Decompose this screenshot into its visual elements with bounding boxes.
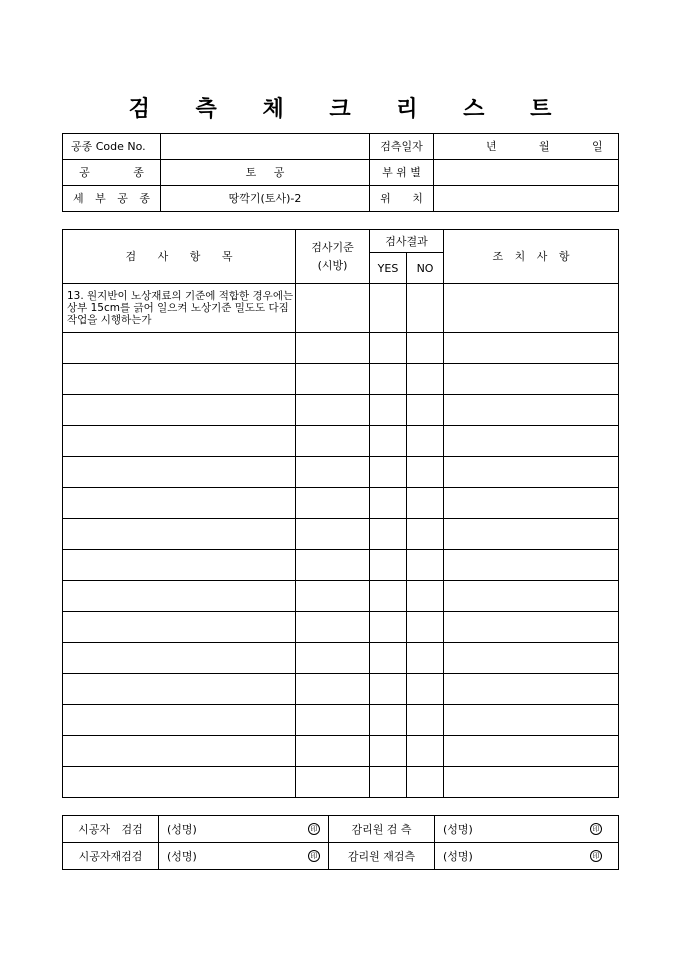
empty-item[interactable] — [63, 550, 296, 581]
detail-work-value[interactable]: 땅깍기(토사)-2 — [161, 186, 370, 212]
inspection-date-label: 검측일자 — [370, 134, 434, 160]
work-type-value[interactable]: 토 공 — [161, 160, 370, 186]
empty-yes[interactable] — [370, 488, 407, 519]
table-row — [63, 333, 619, 364]
empty-yes[interactable] — [370, 550, 407, 581]
detail-work-label: 세 부 공 종 — [63, 186, 161, 212]
empty-item[interactable] — [63, 612, 296, 643]
empty-yes[interactable] — [370, 643, 407, 674]
empty-item[interactable] — [63, 736, 296, 767]
empty-action[interactable] — [444, 767, 619, 798]
seal-icon: 印 — [590, 823, 602, 835]
item-13-standard[interactable] — [296, 284, 370, 333]
page-title: 검 측 체 크 리 스 트 — [128, 96, 571, 122]
col-standard-line2: (시방) — [317, 259, 348, 272]
empty-item[interactable] — [63, 488, 296, 519]
empty-no[interactable] — [407, 426, 444, 457]
empty-action[interactable] — [444, 612, 619, 643]
empty-standard[interactable] — [296, 736, 370, 767]
empty-no[interactable] — [407, 395, 444, 426]
empty-no[interactable] — [407, 488, 444, 519]
empty-standard[interactable] — [296, 767, 370, 798]
empty-no[interactable] — [407, 705, 444, 736]
seal-icon: 印 — [308, 850, 320, 862]
work-type-label: 공 종 — [63, 160, 161, 186]
empty-standard[interactable] — [296, 674, 370, 705]
contractor-recheck-label: 시공자재검검 — [63, 843, 159, 870]
empty-action[interactable] — [444, 519, 619, 550]
col-standard-header — [296, 230, 370, 284]
item-13-text: 13. 원지반이 노상재료의 기준에 적합한 경우에는 상부 15cm를 긁어 일으켜 노상기준 밀도도 다짐 작업을 시행하는가 — [63, 284, 296, 333]
empty-no[interactable] — [407, 519, 444, 550]
empty-standard[interactable] — [296, 705, 370, 736]
empty-standard[interactable] — [296, 457, 370, 488]
supervisor-recheck-signature[interactable] — [435, 843, 619, 870]
empty-yes[interactable] — [370, 581, 407, 612]
empty-action[interactable] — [444, 736, 619, 767]
empty-yes[interactable] — [370, 612, 407, 643]
signature-placeholder: (성명) — [167, 822, 197, 836]
table-row — [63, 612, 619, 643]
location-value[interactable] — [434, 186, 619, 212]
empty-action[interactable] — [444, 674, 619, 705]
col-standard-line1: 검사기준 — [311, 241, 354, 254]
empty-standard[interactable] — [296, 364, 370, 395]
contractor-check-label: 시공자 검검 — [63, 816, 159, 843]
empty-standard[interactable] — [296, 488, 370, 519]
table-row — [63, 519, 619, 550]
empty-no[interactable] — [407, 581, 444, 612]
table-row — [63, 736, 619, 767]
table-row — [63, 674, 619, 705]
empty-action[interactable] — [444, 395, 619, 426]
table-row — [63, 643, 619, 674]
empty-standard[interactable] — [296, 550, 370, 581]
item-13-no[interactable] — [407, 284, 444, 333]
location-label: 위 치 — [370, 186, 434, 212]
table-row — [63, 488, 619, 519]
empty-no[interactable] — [407, 736, 444, 767]
empty-yes[interactable] — [370, 395, 407, 426]
empty-item[interactable] — [63, 643, 296, 674]
empty-standard[interactable] — [296, 581, 370, 612]
empty-item[interactable] — [63, 674, 296, 705]
table-row — [63, 395, 619, 426]
empty-item[interactable] — [63, 364, 296, 395]
empty-no[interactable] — [407, 333, 444, 364]
signoff-table — [62, 815, 619, 870]
empty-no[interactable] — [407, 550, 444, 581]
empty-yes[interactable] — [370, 705, 407, 736]
col-item-header: 검 사 항 목 — [63, 230, 296, 284]
empty-yes[interactable] — [370, 333, 407, 364]
table-row — [63, 581, 619, 612]
empty-yes[interactable] — [370, 364, 407, 395]
empty-item[interactable] — [63, 426, 296, 457]
empty-no[interactable] — [407, 612, 444, 643]
signature-placeholder: (성명) — [443, 822, 473, 836]
empty-action[interactable] — [444, 457, 619, 488]
empty-yes[interactable] — [370, 519, 407, 550]
empty-item[interactable] — [63, 519, 296, 550]
empty-yes[interactable] — [370, 426, 407, 457]
work-code-value[interactable] — [161, 134, 370, 160]
header-info-table — [62, 133, 619, 212]
col-action-header: 조 치 사 항 — [444, 230, 619, 284]
empty-yes[interactable] — [370, 767, 407, 798]
empty-item[interactable] — [63, 457, 296, 488]
inspection-items-table — [62, 229, 619, 798]
supervisor-recheck-label: 감리원 재검측 — [329, 843, 435, 870]
col-yes-header: YES — [370, 253, 407, 284]
empty-standard[interactable] — [296, 395, 370, 426]
signature-placeholder: (성명) — [167, 849, 197, 863]
date-day-unit: 일 — [592, 140, 603, 153]
empty-item[interactable] — [63, 767, 296, 798]
seal-icon: 印 — [308, 823, 320, 835]
table-row — [63, 767, 619, 798]
date-month-unit: 월 — [539, 140, 550, 153]
empty-action[interactable] — [444, 333, 619, 364]
empty-action[interactable] — [444, 581, 619, 612]
table-row — [63, 426, 619, 457]
contractor-check-signature[interactable] — [159, 816, 329, 843]
col-result-header: 검사결과 — [370, 230, 444, 253]
contractor-recheck-signature[interactable] — [159, 843, 329, 870]
table-row — [63, 705, 619, 736]
empty-standard[interactable] — [296, 612, 370, 643]
seal-icon: 印 — [590, 850, 602, 862]
empty-action[interactable] — [444, 705, 619, 736]
table-row — [63, 550, 619, 581]
table-row — [63, 457, 619, 488]
empty-action[interactable] — [444, 426, 619, 457]
empty-item[interactable] — [63, 705, 296, 736]
empty-yes[interactable] — [370, 736, 407, 767]
table-row — [63, 364, 619, 395]
empty-yes[interactable] — [370, 674, 407, 705]
item-13-action[interactable] — [444, 284, 619, 333]
date-year-unit: 년 — [486, 140, 497, 153]
item-13-yes[interactable] — [370, 284, 407, 333]
empty-standard[interactable] — [296, 333, 370, 364]
empty-no[interactable] — [407, 674, 444, 705]
part-value[interactable] — [434, 160, 619, 186]
part-label: 부 위 별 — [370, 160, 434, 186]
empty-no[interactable] — [407, 364, 444, 395]
empty-no[interactable] — [407, 643, 444, 674]
empty-action[interactable] — [444, 364, 619, 395]
empty-no[interactable] — [407, 457, 444, 488]
empty-standard[interactable] — [296, 426, 370, 457]
empty-yes[interactable] — [370, 457, 407, 488]
empty-standard[interactable] — [296, 643, 370, 674]
work-code-label: 공종 Code No. — [63, 134, 161, 160]
empty-item[interactable] — [63, 395, 296, 426]
empty-action[interactable] — [444, 488, 619, 519]
empty-item[interactable] — [63, 581, 296, 612]
inspection-date-field[interactable] — [434, 134, 619, 160]
empty-action[interactable] — [444, 643, 619, 674]
empty-action[interactable] — [444, 550, 619, 581]
supervisor-check-label: 감리원 검 측 — [329, 816, 435, 843]
col-no-header: NO — [407, 253, 444, 284]
empty-item[interactable] — [63, 333, 296, 364]
signature-placeholder: (성명) — [443, 849, 473, 863]
empty-no[interactable] — [407, 767, 444, 798]
empty-standard[interactable] — [296, 519, 370, 550]
supervisor-check-signature[interactable] — [435, 816, 619, 843]
